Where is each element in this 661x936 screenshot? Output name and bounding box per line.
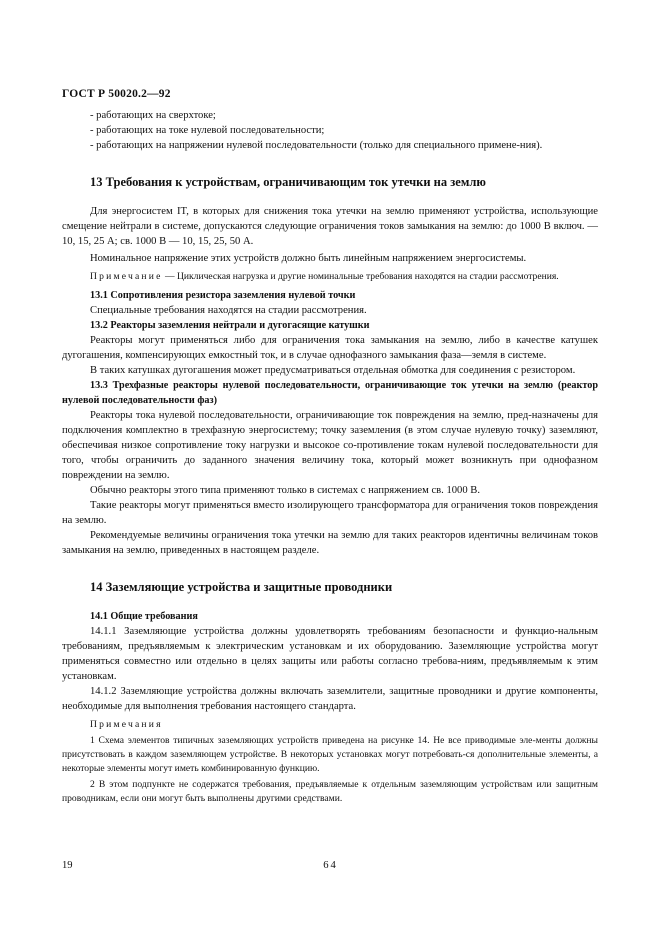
list-item: - работающих на сверхтоке; bbox=[90, 110, 216, 121]
paragraph: Реакторы могут применяться либо для ограничения тока замыкания на землю, либо в качестве катушек дугогашения, компенсирующих емкостный ток, и в случае однофазного замыкания фаза—земля в системе. bbox=[62, 335, 598, 361]
sheet-number: 64 bbox=[323, 860, 338, 871]
section-14-title: 14 Заземляющие устройства и защитные проводники bbox=[90, 580, 393, 594]
paragraph: Номинальное напряжение этих устройств должно быть линейным напряжением энергосистемы. bbox=[90, 253, 527, 264]
subsection-13-1-title: 13.1 Сопротивления резистора заземления нулевой точки bbox=[90, 290, 356, 301]
list-item: - работающих на токе нулевой последовательности; bbox=[90, 125, 325, 136]
paragraph: Для энергосистем IT, в которых для снижения тока утечки на землю применяют устройства, использующие смещение нейтрали в системе, допускаются следующие ограничения токов замыкания на землю: до 1000 В включ. — 10, 15, 25 А; св. 1000 В — 10, 15, 25, 50 А. bbox=[62, 206, 598, 247]
document-body bbox=[62, 108, 598, 806]
notes-label: Примечания bbox=[90, 719, 163, 730]
paragraph: 14.1.2 Заземляющие устройства должны включать заземлители, защитные проводники и другие компоненты, необходимые для выполнения требования настоящего стандарта. bbox=[62, 686, 598, 712]
subsection-13-2-title: 13.2 Реакторы заземления нейтрали и дугогасящие катушки bbox=[90, 320, 370, 331]
note: 1 Схема элементов типичных заземляющих устройств приведена на рисунке 14. Не все приводимые эле-менты должны присутствовать в каждом заземляющем устройстве. В некоторых установках могут потребовать-ся дополнительные элементы, а некоторые элементы могут иметь комбинированную функцию. bbox=[62, 735, 598, 774]
paragraph: 14.1.1 Заземляющие устройства должны удовлетворять требованиям безопасности и функцио-нальным требованиям, предъявляемым к электрическим установкам и их оборудованию. Заземляющие устройства могут применяться совместно или отдельно в целях защиты или работы согласно требова-ниям, предъявляемым к этим установкам. bbox=[62, 626, 598, 682]
paragraph: Реакторы тока нулевой последовательности, ограничивающие ток повреждения на землю, пред-назначены для подключения комплектно в трехфазную энергосистему; точку заземления (в этом случае нулевую точку) заземляют, обеспечивая низкое сопротивление току нагрузки и высокое со-противление токам нулевой последовательности для того, чтобы ограничить до заданного значения величину тока, который может возникнуть при однофазном повреждении на землю. bbox=[62, 410, 598, 481]
subsection-14-1-title: 14.1 Общие требования bbox=[90, 611, 198, 622]
paragraph: Такие реакторы могут применяться вместо изолирующего трансформатора для ограничения токов повреждения на землю. bbox=[62, 500, 598, 526]
note bbox=[62, 270, 598, 284]
page-number: 19 bbox=[62, 860, 73, 871]
document-header: ГОСТ Р 50020.2—92 bbox=[62, 88, 171, 100]
paragraph: В таких катушках дугогашения может предусматриваться отдельная обмотка для соединения с резистором. bbox=[90, 365, 576, 376]
paragraph: Обычно реакторы этого типа применяют только в системах с напряжением св. 1000 В. bbox=[90, 485, 481, 496]
paragraph: Специальные требования находятся на стадии рассмотрения. bbox=[90, 305, 367, 316]
section-13-title: 13 Требования к устройствам, ограничивающим ток утечки на землю bbox=[90, 175, 486, 189]
list-item: - работающих на напряжении нулевой последовательности (только для специального примене-ния). bbox=[90, 140, 543, 151]
note-text: — Циклическая нагрузка и другие номинальные требования находятся на стадии рассмотрения. bbox=[162, 271, 559, 282]
subsection-13-3-title: 13.3 Трехфазные реакторы нулевой последовательности, ограничивающие ток утечки на землю (реактор нулевой последовательности фаз) bbox=[62, 380, 598, 406]
note: 2 В этом подпункте не содержатся требования, предъявляемые к отдельным заземляющим устройствам или защитным проводникам, если они могут быть выполнены другими средствами. bbox=[62, 779, 598, 804]
note-label: Примечание bbox=[90, 271, 163, 282]
paragraph: Рекомендуемые величины ограничения тока утечки на землю для таких реакторов идентичны величинам токов замыкания на землю, приведенных в настоящем разделе. bbox=[62, 530, 598, 556]
